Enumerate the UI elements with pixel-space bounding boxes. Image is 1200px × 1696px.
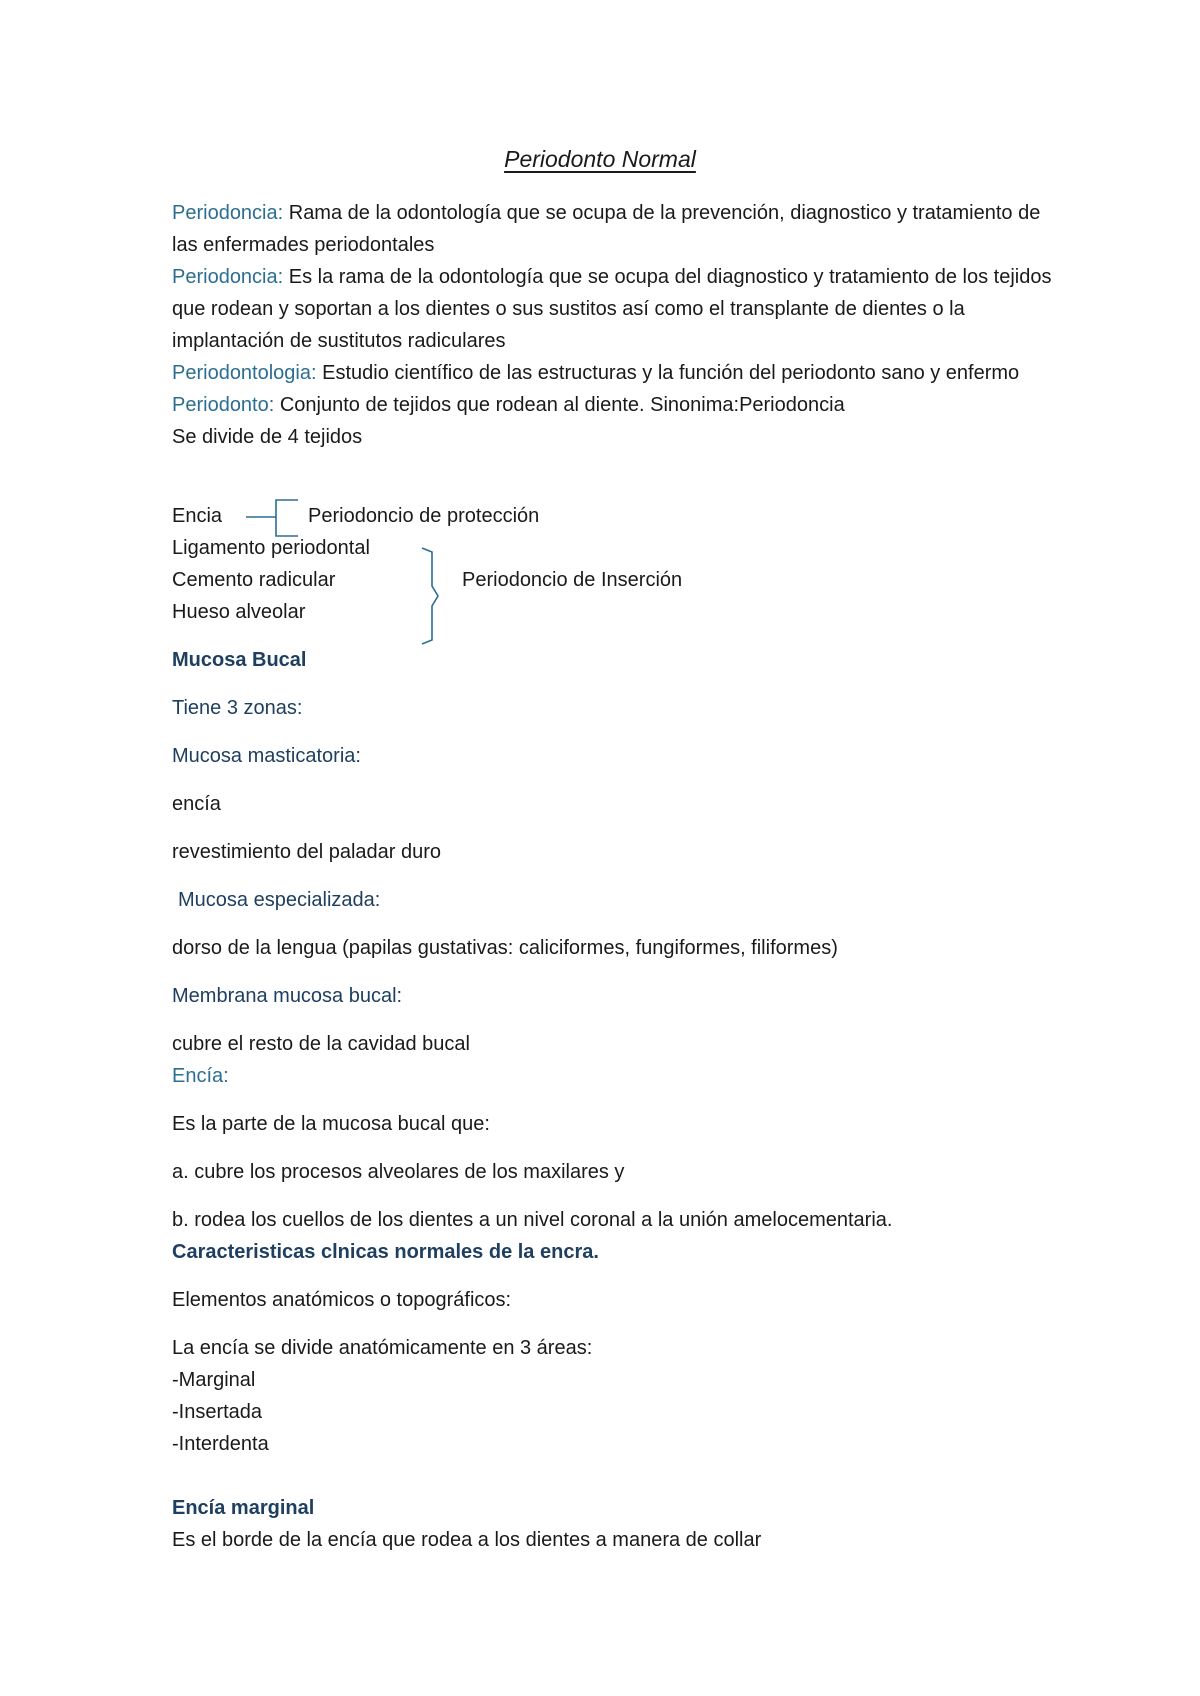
caracteristicas-heading: Caracteristicas clnicas normales de la encra. (172, 1241, 599, 1263)
definition-term: Periodonto: (172, 394, 275, 416)
tissue-cemento: Cemento radicular (172, 569, 336, 591)
definition-term: Periodoncia: (172, 202, 284, 224)
mucosa-masticatoria: Mucosa masticatoria: (172, 745, 361, 767)
periodoncio-proteccion-label: Periodoncio de protección (308, 505, 540, 527)
area-item: -Insertada (172, 1401, 263, 1423)
mucosa-zones: Tiene 3 zonas: (172, 697, 303, 719)
area-item: -Interdenta (172, 1433, 269, 1455)
mucosa-especializada: Mucosa especializada: (178, 889, 381, 911)
tissue-encia: Encia (172, 505, 223, 527)
encia-item-b: b. rodea los cuellos de los dientes a un nivel coronal a la unión amelocementaria. (172, 1209, 893, 1231)
definition-term: Periodoncia: (172, 266, 284, 288)
mucosa-revestimiento: revestimiento del paladar duro (172, 841, 442, 863)
mucosa-dorso: dorso de la lengua (papilas gustativas: caliciformes, fungiformes, filiformes) (172, 937, 838, 959)
definition-term: Periodontologia: (172, 362, 317, 384)
periodoncio-insercion-label: Periodoncio de Inserción (462, 569, 683, 591)
definition-text: Conjunto de tejidos que rodean al diente. Sinonima:Periodoncia (274, 394, 845, 416)
marginal-text: Es el borde de la encía que rodea a los dientes a manera de collar (172, 1529, 762, 1551)
insercion-bracket (422, 548, 438, 644)
tissue-hueso: Hueso alveolar (172, 601, 306, 623)
mucosa-membrana: Membrana mucosa bucal: (172, 985, 403, 1007)
definition-text: Rama de la odontología que se ocupa de la prevención, diagnostico y tratamiento de las enfermades periodontales (172, 202, 1041, 256)
caracteristicas-divide: La encía se divide anatómicamente en 3 áreas: (172, 1337, 593, 1359)
divide-line: Se divide de 4 tejidos (172, 426, 363, 448)
encia-intro: Es la parte de la mucosa bucal que: (172, 1113, 490, 1135)
grouping-brackets (0, 0, 1200, 700)
encia-heading: Encía: (172, 1065, 229, 1087)
proteccion-bracket (246, 500, 298, 536)
page-title: Periodonto Normal (504, 146, 696, 172)
marginal-heading: Encía marginal (172, 1497, 315, 1519)
encia-item-a: a. cubre los procesos alveolares de los maxilares y (172, 1161, 625, 1183)
definition-text: Es la rama de la odontología que se ocupa del diagnostico y tratamiento de los tejidos que rodean y soportan a los dientes o sus sustitos así como el transplante de dientes o la implantación de sustitutos radiculares (172, 266, 1052, 352)
mucosa-encia: encía (172, 793, 221, 815)
tissue-ligamento: Ligamento periodontal (172, 537, 370, 559)
mucosa-cubre: cubre el resto de la cavidad bucal (172, 1033, 470, 1055)
definition-text: Estudio científico de las estructuras y la función del periodonto sano y enfermo (316, 362, 1020, 384)
area-item: -Marginal (172, 1369, 256, 1391)
caracteristicas-elementos: Elementos anatómicos o topográficos: (172, 1289, 512, 1311)
mucosa-heading: Mucosa Bucal (172, 649, 307, 671)
